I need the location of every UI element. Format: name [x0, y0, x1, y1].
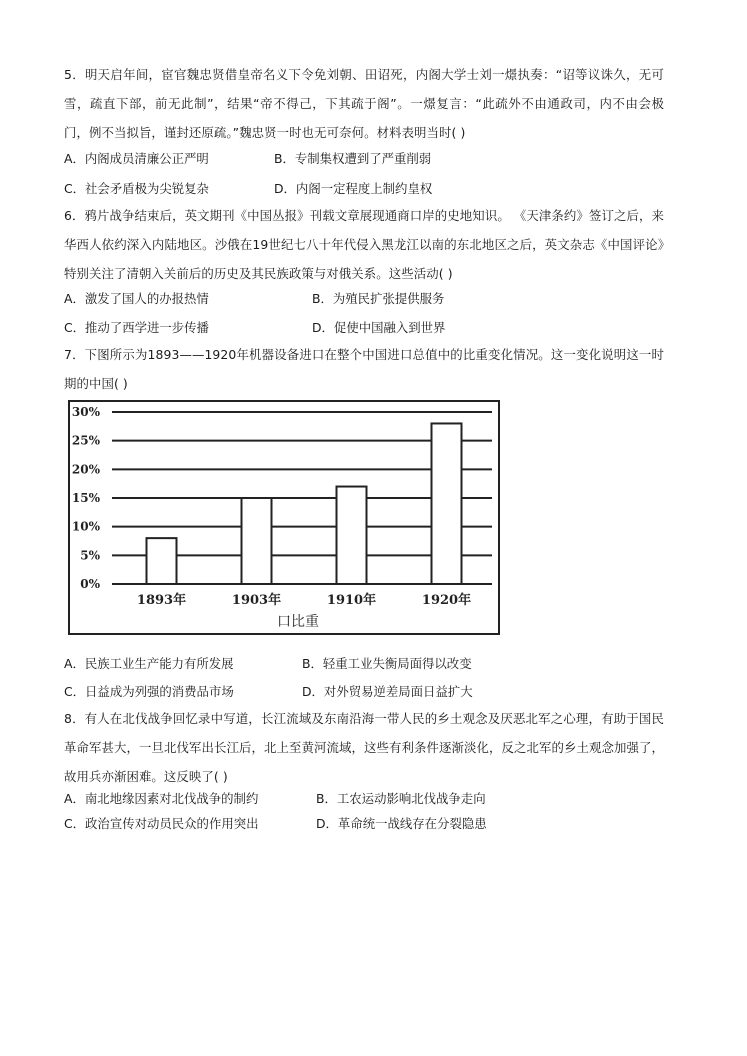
question-7-option-c[interactable]: C．日益成为列强的消费品市场	[64, 684, 234, 699]
question-8-option-a[interactable]: A．南北地缘因素对北伐战争的制约	[64, 791, 259, 806]
question-5-option-d[interactable]: D．内阁一定程度上制约皇权	[274, 181, 433, 196]
question-6-option-b[interactable]: B．为殖民扩张提供服务	[312, 291, 445, 306]
question-6-option-c[interactable]: C．推动了西学进一步传播	[64, 320, 209, 335]
question-5-option-b[interactable]: B．专制集权遭到了严重削弱	[274, 151, 432, 166]
bar-1893年	[147, 538, 177, 584]
question-5-option-a[interactable]: A．内阁成员清廉公正严明	[64, 151, 209, 166]
question-7-option-b[interactable]: B．轻重工业失衡局面得以改变	[302, 656, 472, 671]
question-7-option-a[interactable]: A．民族工业生产能力有所发展	[64, 656, 234, 671]
bar-chart-svg	[68, 400, 500, 635]
y-tick-label: 20%	[71, 462, 100, 477]
bar-1903年	[242, 498, 272, 584]
x-tick-label: 1903年	[231, 593, 282, 608]
question-6-stem: 6．鸦片战争结束后，英文期刊《中国丛报》刊载文章展现通商口岸的史地知识。 《天津条约》签订之后，来华西人依约深入内陆地区。沙俄在19世纪七八十年代侵入黑龙江以南的东北地区之后，英文杂志《中国评论》特别关注了清朝入关前后的历史及其民族政策与对俄关系。这些活动( )	[64, 208, 664, 281]
question-5-stem: 5．明天启年间，宦官魏忠贤借皇帝名义下令免刘朝、田诏死，内阁大学士刘一燝执奏：“诏等议诛久，无可雪，疏直下部，前无此制”，结果“帝不得己，下其疏于阁”。一燝复言：“此疏外不由通政司，内不由会极门，例不当拟旨，谨封还原疏。”魏忠贤一时也无可奈何。材料表明当时( )	[64, 67, 664, 140]
question-8-stem: 8．有人在北伐战争回忆录中写道，长江流域及东南沿海一带人民的乡土观念及厌恶北军之心理，有助于国民革命军甚大，一旦北伐军出长江后，北上至黄河流域，这些有利条件逐渐淡化，反之北军的乡土观念加强了，故用兵亦渐困难。这反映了( )	[64, 711, 664, 784]
y-tick-label: 30%	[71, 405, 100, 419]
question-8-option-b[interactable]: B．工农运动影响北伐战争走向	[316, 791, 486, 806]
bar-1910年	[337, 487, 367, 584]
chart-legend: 口比重	[277, 614, 319, 630]
question-8-option-d[interactable]: D．革命统一战线存在分裂隐患	[316, 816, 487, 831]
y-tick-label: 5%	[80, 548, 100, 563]
y-tick-label: 15%	[71, 491, 100, 505]
question-5-option-c[interactable]: C．社会矛盾极为尖锐复杂	[64, 181, 209, 196]
import-ratio-chart	[68, 400, 500, 635]
y-tick-label: 10%	[71, 519, 100, 534]
y-tick-label: 0%	[80, 577, 100, 591]
question-7-option-d[interactable]: D．对外贸易逆差局面日益扩大	[302, 684, 473, 699]
bar-1920年	[432, 423, 462, 584]
x-tick-label: 1920年	[421, 593, 472, 608]
question-8-option-c[interactable]: C．政治宣传对动员民众的作用突出	[64, 816, 259, 831]
x-tick-label: 1893年	[136, 593, 187, 608]
y-tick-label: 25%	[71, 433, 100, 448]
question-6-option-a[interactable]: A．激发了国人的办报热情	[64, 291, 209, 306]
x-tick-label: 1910年	[326, 593, 377, 608]
question-7-stem: 7．下图所示为1893——1920年机器设备进口在整个中国进口总值中的比重变化情况。这一变化说明这一时期的中国( )	[64, 347, 664, 391]
question-6-option-d[interactable]: D．促使中国融入到世界	[312, 320, 446, 335]
